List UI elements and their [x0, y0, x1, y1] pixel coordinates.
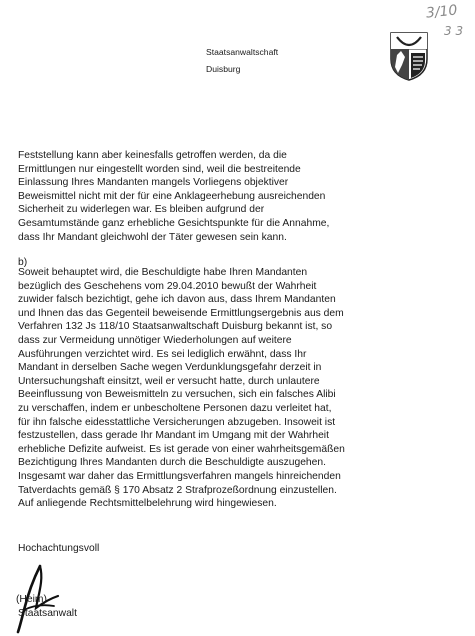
paragraph-c [18, 470, 468, 511]
paragraph-b-line: für ihn falsche eidesstattliche Versicherungen abzugeben. Insoweit ist [18, 416, 336, 428]
paragraph-a-line: Ermittlungen nur eingestellt worden sind, weil die bestreitende [18, 163, 301, 175]
authority-city: Duisburg [206, 64, 241, 74]
paragraph-b-line: Verfahren 132 Js 118/10 Staatsanwaltschaft Duisburg bekannt ist, so [18, 321, 333, 333]
paragraph-b-line: Bezichtigung Ihres Mandanten durch die Beschuldigte auszugehen. [18, 457, 326, 469]
paragraph-b-line: dass zur Vermeidung unnötiger Wiederholungen auf weitere [18, 334, 292, 346]
paragraph-a [18, 149, 468, 244]
paragraph-b-line: Ausführungen verzichtet wird. Es sei lediglich erwähnt, dass Ihr [18, 348, 307, 360]
paragraph-a-line: Beweismittel nicht mit der für eine Anklageerhebung ausreichenden [18, 190, 326, 202]
paragraph-b-line: Beeinflussung von Beweismitteln zu versuchen, sich ein falsches Alibi [18, 389, 336, 401]
signer-name: (Heim) [16, 594, 47, 605]
paragraph-a-line: Feststellung kann aber keinesfalls getroffen werden, da die [18, 150, 287, 161]
state-crest-icon [389, 31, 429, 81]
paragraph-b-line: Soweit behauptet wird, die Beschuldigte habe Ihren Mandanten [18, 267, 308, 278]
paragraph-a-line: Gesamtumstände ganz erhebliche Gesichtspunkte für die Annahme, [18, 217, 330, 229]
signer-title: Staatsanwalt [18, 608, 77, 619]
authority-name: Staatsanwaltschaft [206, 47, 279, 57]
paragraph-c-line: Tatverdachts gemäß § 170 Absatz 2 Strafprozeßordnung einzustellen. [18, 484, 337, 496]
handwritten-page-number: 3/10 [425, 2, 459, 22]
paragraph-b [18, 266, 468, 470]
paragraph-b-line: zuwider falsch bezichtigt, gehe ich davon aus, dass Ihrem Mandanten [18, 294, 336, 306]
paragraph-c-line: Auf anliegende Rechtsmittelbelehrung wird hingewiesen. [18, 498, 277, 510]
paragraph-a-line: Einlassung Ihres Mandanten mangels Vorliegens objektiver [18, 177, 289, 189]
paragraph-c-line: Insgesamt war daher das Ermittlungsverfahren mangels hinreichenden [18, 471, 341, 482]
paragraph-b-line: festzustellen, dass gerade Ihr Mandant im Umgang mit der Wahrheit [18, 430, 329, 442]
paragraph-b-line: erhebliche Defizite aufweist. Es ist gerade von einer wahrheitsgemäßen [18, 443, 345, 455]
paragraph-a-line: dass Ihr Mandant gleichwohl der Täter gewesen sein kann. [18, 231, 287, 243]
paragraph-b-label: b) [18, 257, 28, 268]
paragraph-b-line: Mandant in derselben Sache wegen Verdunklungsgefahr derzeit in [18, 362, 322, 374]
letterhead [206, 44, 278, 78]
paragraph-b-line: zu verschaffen, indem er unbescholtene Personen dazu verleitet hat, [18, 402, 332, 414]
handwritten-reference: 3 3 [444, 24, 464, 38]
paragraph-b-line: und Ihnen das das Gegenteil beweisende Ermittlungsergebnis aus dem [18, 307, 344, 319]
paragraph-b-line: Untersuchungshaft einsitzt, weil er versucht hatte, durch unlautere [18, 375, 320, 387]
paragraph-b-line: bezüglich des Geschehens vom 29.04.2010 bewußt der Wahrheit [18, 280, 317, 292]
closing-greeting: Hochachtungsvoll [18, 543, 100, 554]
paragraph-a-line: Sicherheit zu widerlegen war. Es bleiben aufgrund der [18, 204, 265, 216]
